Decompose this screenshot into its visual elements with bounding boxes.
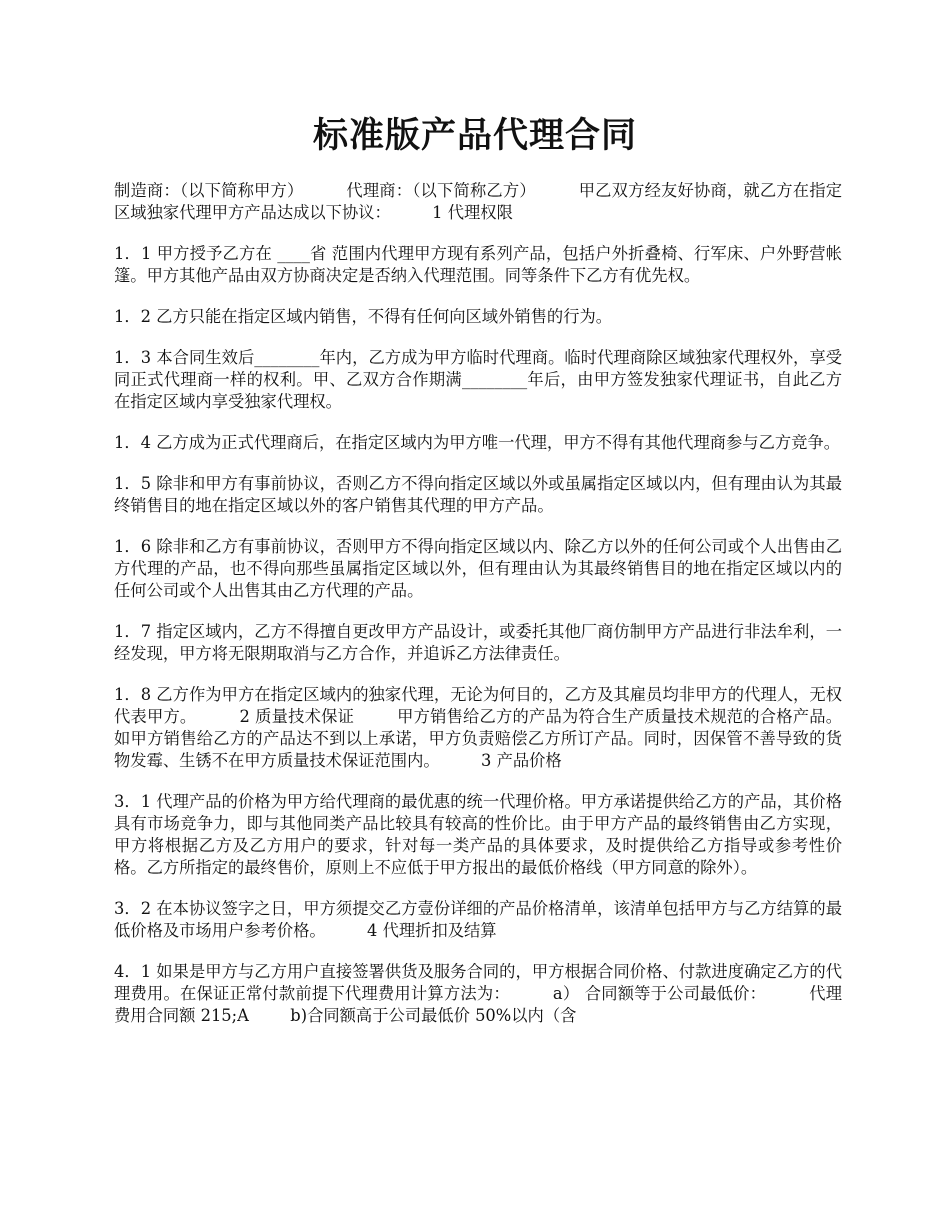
paragraph-1-1: 1．1 甲方授予乙方在 ____省 范围内代理甲方现有系列产品，包括户外折叠椅、行军床、户外野营帐篷。甲方其他产品由双方协商决定是否纳入代理范围。同等条件下乙方有优先权。 xyxy=(114,244,842,285)
paragraph-1-8: 1．8 乙方作为甲方在指定区域内的独家代理，无论为何目的，乙方及其雇员均非甲方的代理人，无权代表甲方。 2 质量技术保证 甲方销售给乙方的产品为符合生产质量技术规范的合格产品。如甲方销售给乙方的产品达不到以上承诺，甲方负责赔偿乙方所订产品。同时，因保管不善导致的货物发霉、生锈不在甲方质量技术保证范围内。 3 产品价格 xyxy=(114,685,842,770)
paragraph-1-5: 1．5 除非和甲方有事前协议，否则乙方不得向指定区域以外或虽属指定区域以内，但有理由认为其最终销售目的地在指定区域以外的客户销售其代理的甲方产品。 xyxy=(114,474,842,515)
paragraph-1-3: 1．3 本合同生效后________年内，乙方成为甲方临时代理商。临时代理商除区域独家代理权外，享受同正式代理商一样的权利。甲、乙双方合作期满________年后，由甲方签发独家代理证书，自此乙方在指定区域内享受独家代理权。 xyxy=(114,348,842,411)
paragraph-1-4: 1．4 乙方成为正式代理商后，在指定区域内为甲方唯一代理，甲方不得有其他代理商参与乙方竞争。 xyxy=(114,433,840,452)
paragraph-3-1: 3．1 代理产品的价格为甲方给代理商的最优惠的统一代理价格。甲方承诺提供给乙方的产品，其价格具有市场竞争力，即与其他同类产品比较具有较高的性价比。由于甲方产品的最终销售由乙方实现，甲方将根据乙方及乙方用户的要求，针对每一类产品的具体要求，及时提供给乙方指导或参考性价格。乙方所指定的最终售价，原则上不应低于甲方报出的最低价格线（甲方同意的除外）。 xyxy=(114,792,842,877)
document-title: 标准版产品代理合同 xyxy=(312,115,637,156)
paragraph-4-1: 4．1 如果是甲方与乙方用户直接签署供货及服务合同的，甲方根据合同价格、付款进度确定乙方的代理费用。在保证正常付款前提下代理费用计算方法为： a） 合同额等于公司最低价： 代理费用合同额 215;A b)合同额高于公司最低价 50%以内（含 xyxy=(114,962,842,1025)
document-body xyxy=(114,180,842,1046)
paragraph-1-6: 1．6 除非和乙方有事前协议，否则甲方不得向指定区域以内、除乙方以外的任何公司或个人出售由乙方代理的产品，也不得向那些虽属指定区域以外，但有理由认为其最终销售目的地在指定区域以内的任何公司或个人出售其由乙方代理的产品。 xyxy=(114,537,842,600)
paragraph-1-7: 1．7 指定区域内，乙方不得擅自更改甲方产品设计，或委托其他厂商仿制甲方产品进行非法牟利，一经发现，甲方将无限期取消与乙方合作，并追诉乙方法律责任。 xyxy=(114,622,842,663)
paragraph-1-2: 1．2 乙方只能在指定区域内销售，不得有任何向区域外销售的行为。 xyxy=(114,307,613,326)
paragraph-3-2: 3．2 在本协议签字之日，甲方须提交乙方壹份详细的产品价格清单，该清单包括甲方与乙方结算的最低价格及市场用户参考价格。 4 代理折扣及结算 xyxy=(114,899,842,940)
paragraph-intro: 制造商：（以下简称甲方） 代理商：（以下简称乙方） 甲乙双方经友好协商，就乙方在指定区域独家代理甲方产品达成以下协议： 1 代理权限 xyxy=(114,181,842,222)
